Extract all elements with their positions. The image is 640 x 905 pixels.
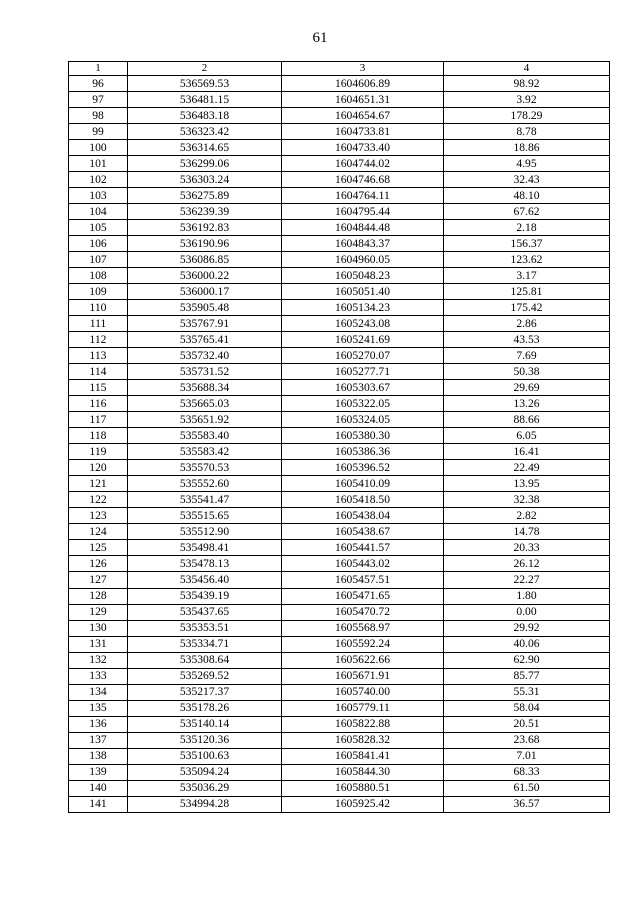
table-row (69, 764, 610, 780)
table-row (69, 444, 610, 460)
table-row (69, 332, 610, 348)
table-row (69, 700, 610, 716)
y-coordinate-cell: 1605324.05 (282, 412, 444, 428)
table-row (69, 316, 610, 332)
length-cell: 125.81 (444, 284, 610, 300)
length-cell: 32.43 (444, 172, 610, 188)
x-coordinate-cell: 536569.53 (128, 76, 282, 92)
y-coordinate-cell: 1604733.40 (282, 140, 444, 156)
length-cell: 62.90 (444, 652, 610, 668)
x-coordinate-cell: 535100.63 (128, 748, 282, 764)
table-row (69, 252, 610, 268)
header-col-1: 1 (69, 62, 128, 76)
x-coordinate-cell: 535651.92 (128, 412, 282, 428)
length-cell: 40.06 (444, 636, 610, 652)
length-cell: 68.33 (444, 764, 610, 780)
y-coordinate-cell: 1605322.05 (282, 396, 444, 412)
length-cell: 36.57 (444, 796, 610, 812)
y-coordinate-cell: 1605438.67 (282, 524, 444, 540)
point-number-cell: 138 (69, 748, 128, 764)
x-coordinate-cell: 535905.48 (128, 300, 282, 316)
length-cell: 98.92 (444, 76, 610, 92)
length-cell: 2.18 (444, 220, 610, 236)
y-coordinate-cell: 1605386.36 (282, 444, 444, 460)
table-row (69, 428, 610, 444)
length-cell: 22.27 (444, 572, 610, 588)
point-number-cell: 111 (69, 316, 128, 332)
length-cell: 1.80 (444, 588, 610, 604)
y-coordinate-cell: 1605051.40 (282, 284, 444, 300)
x-coordinate-cell: 535732.40 (128, 348, 282, 364)
point-number-cell: 137 (69, 732, 128, 748)
length-cell: 3.17 (444, 268, 610, 284)
point-number-cell: 97 (69, 92, 128, 108)
point-number-cell: 109 (69, 284, 128, 300)
table-header (69, 62, 610, 76)
y-coordinate-cell: 1604843.37 (282, 236, 444, 252)
table-row (69, 636, 610, 652)
y-coordinate-cell: 1605410.09 (282, 476, 444, 492)
y-coordinate-cell: 1605277.71 (282, 364, 444, 380)
x-coordinate-cell: 536314.65 (128, 140, 282, 156)
point-number-cell: 113 (69, 348, 128, 364)
length-cell: 7.69 (444, 348, 610, 364)
x-coordinate-cell: 536190.96 (128, 236, 282, 252)
y-coordinate-cell: 1605441.57 (282, 540, 444, 556)
y-coordinate-cell: 1605470.72 (282, 604, 444, 620)
y-coordinate-cell: 1605822.88 (282, 716, 444, 732)
y-coordinate-cell: 1605303.67 (282, 380, 444, 396)
header-row (69, 62, 610, 76)
table-row (69, 508, 610, 524)
length-cell: 8.78 (444, 124, 610, 140)
length-cell: 178.29 (444, 108, 610, 124)
length-cell: 29.92 (444, 620, 610, 636)
table-row (69, 412, 610, 428)
y-coordinate-cell: 1605779.11 (282, 700, 444, 716)
y-coordinate-cell: 1605048.23 (282, 268, 444, 284)
point-number-cell: 119 (69, 444, 128, 460)
x-coordinate-cell: 535094.24 (128, 764, 282, 780)
length-cell: 0.00 (444, 604, 610, 620)
table-row (69, 732, 610, 748)
y-coordinate-cell: 1604733.81 (282, 124, 444, 140)
x-coordinate-cell: 536303.24 (128, 172, 282, 188)
length-cell: 22.49 (444, 460, 610, 476)
table-row (69, 188, 610, 204)
table-row (69, 780, 610, 796)
point-number-cell: 100 (69, 140, 128, 156)
table-row (69, 204, 610, 220)
x-coordinate-cell: 535552.60 (128, 476, 282, 492)
point-number-cell: 128 (69, 588, 128, 604)
table-row (69, 572, 610, 588)
point-number-cell: 96 (69, 76, 128, 92)
table-row (69, 348, 610, 364)
point-number-cell: 98 (69, 108, 128, 124)
table-row (69, 460, 610, 476)
x-coordinate-cell: 535353.51 (128, 620, 282, 636)
x-coordinate-cell: 535665.03 (128, 396, 282, 412)
x-coordinate-cell: 536086.85 (128, 252, 282, 268)
x-coordinate-cell: 535688.34 (128, 380, 282, 396)
y-coordinate-cell: 1605740.00 (282, 684, 444, 700)
point-number-cell: 122 (69, 492, 128, 508)
point-number-cell: 101 (69, 156, 128, 172)
point-number-cell: 140 (69, 780, 128, 796)
point-number-cell: 115 (69, 380, 128, 396)
length-cell: 67.62 (444, 204, 610, 220)
point-number-cell: 104 (69, 204, 128, 220)
x-coordinate-cell: 536000.22 (128, 268, 282, 284)
y-coordinate-cell: 1604651.31 (282, 92, 444, 108)
point-number-cell: 133 (69, 668, 128, 684)
table-row (69, 156, 610, 172)
page-number: 61 (312, 30, 328, 46)
length-cell: 29.69 (444, 380, 610, 396)
x-coordinate-cell: 535583.42 (128, 444, 282, 460)
table-row (69, 540, 610, 556)
x-coordinate-cell: 535036.29 (128, 780, 282, 796)
y-coordinate-cell: 1605844.30 (282, 764, 444, 780)
x-coordinate-cell: 535570.53 (128, 460, 282, 476)
table-row (69, 236, 610, 252)
table-row (69, 220, 610, 236)
x-coordinate-cell: 535456.40 (128, 572, 282, 588)
y-coordinate-cell: 1604746.68 (282, 172, 444, 188)
y-coordinate-cell: 1604844.48 (282, 220, 444, 236)
y-coordinate-cell: 1605380.30 (282, 428, 444, 444)
table-row (69, 92, 610, 108)
x-coordinate-cell: 535140.14 (128, 716, 282, 732)
point-number-cell: 124 (69, 524, 128, 540)
table-row (69, 556, 610, 572)
x-coordinate-cell: 535541.47 (128, 492, 282, 508)
x-coordinate-cell: 536481.15 (128, 92, 282, 108)
x-coordinate-cell: 535439.19 (128, 588, 282, 604)
y-coordinate-cell: 1605828.32 (282, 732, 444, 748)
point-number-cell: 132 (69, 652, 128, 668)
point-number-cell: 123 (69, 508, 128, 524)
length-cell: 175.42 (444, 300, 610, 316)
table-row (69, 300, 610, 316)
table-row (69, 284, 610, 300)
table-row (69, 364, 610, 380)
point-number-cell: 141 (69, 796, 128, 812)
table-row (69, 716, 610, 732)
length-cell: 123.62 (444, 252, 610, 268)
table-row (69, 604, 610, 620)
point-number-cell: 105 (69, 220, 128, 236)
length-cell: 4.95 (444, 156, 610, 172)
point-number-cell: 121 (69, 476, 128, 492)
y-coordinate-cell: 1604606.89 (282, 76, 444, 92)
point-number-cell: 110 (69, 300, 128, 316)
point-number-cell: 130 (69, 620, 128, 636)
table-row (69, 492, 610, 508)
point-number-cell: 103 (69, 188, 128, 204)
y-coordinate-cell: 1604764.11 (282, 188, 444, 204)
x-coordinate-cell: 536275.89 (128, 188, 282, 204)
length-cell: 156.37 (444, 236, 610, 252)
y-coordinate-cell: 1605592.24 (282, 636, 444, 652)
y-coordinate-cell: 1605241.69 (282, 332, 444, 348)
table-body (69, 76, 610, 813)
x-coordinate-cell: 535512.90 (128, 524, 282, 540)
length-cell: 61.50 (444, 780, 610, 796)
y-coordinate-cell: 1605270.07 (282, 348, 444, 364)
point-number-cell: 117 (69, 412, 128, 428)
point-number-cell: 131 (69, 636, 128, 652)
length-cell: 48.10 (444, 188, 610, 204)
x-coordinate-cell: 535498.41 (128, 540, 282, 556)
x-coordinate-cell: 535515.65 (128, 508, 282, 524)
y-coordinate-cell: 1605243.08 (282, 316, 444, 332)
table-row (69, 796, 610, 812)
table-row (69, 76, 610, 92)
y-coordinate-cell: 1605396.52 (282, 460, 444, 476)
length-cell: 3.92 (444, 92, 610, 108)
x-coordinate-cell: 535437.65 (128, 604, 282, 620)
table-row (69, 396, 610, 412)
length-cell: 6.05 (444, 428, 610, 444)
length-cell: 23.68 (444, 732, 610, 748)
length-cell: 32.38 (444, 492, 610, 508)
x-coordinate-cell: 535120.36 (128, 732, 282, 748)
y-coordinate-cell: 1605880.51 (282, 780, 444, 796)
point-number-cell: 118 (69, 428, 128, 444)
point-number-cell: 99 (69, 124, 128, 140)
length-cell: 43.53 (444, 332, 610, 348)
point-number-cell: 139 (69, 764, 128, 780)
point-number-cell: 120 (69, 460, 128, 476)
y-coordinate-cell: 1605438.04 (282, 508, 444, 524)
point-number-cell: 108 (69, 268, 128, 284)
y-coordinate-cell: 1605457.51 (282, 572, 444, 588)
point-number-cell: 134 (69, 684, 128, 700)
x-coordinate-cell: 535308.64 (128, 652, 282, 668)
x-coordinate-cell: 535269.52 (128, 668, 282, 684)
y-coordinate-cell: 1605418.50 (282, 492, 444, 508)
point-number-cell: 114 (69, 364, 128, 380)
table-row (69, 140, 610, 156)
length-cell: 18.86 (444, 140, 610, 156)
point-number-cell: 136 (69, 716, 128, 732)
header-col-2: 2 (128, 62, 282, 76)
x-coordinate-cell: 536483.18 (128, 108, 282, 124)
length-cell: 7.01 (444, 748, 610, 764)
table-row (69, 588, 610, 604)
x-coordinate-cell: 535767.91 (128, 316, 282, 332)
length-cell: 14.78 (444, 524, 610, 540)
x-coordinate-cell: 536000.17 (128, 284, 282, 300)
length-cell: 55.31 (444, 684, 610, 700)
length-cell: 13.26 (444, 396, 610, 412)
length-cell: 20.33 (444, 540, 610, 556)
x-coordinate-cell: 536299.06 (128, 156, 282, 172)
point-number-cell: 125 (69, 540, 128, 556)
y-coordinate-cell: 1605568.97 (282, 620, 444, 636)
point-number-cell: 106 (69, 236, 128, 252)
length-cell: 50.38 (444, 364, 610, 380)
point-number-cell: 107 (69, 252, 128, 268)
length-cell: 88.66 (444, 412, 610, 428)
y-coordinate-cell: 1604795.44 (282, 204, 444, 220)
y-coordinate-cell: 1605841.41 (282, 748, 444, 764)
x-coordinate-cell: 536192.83 (128, 220, 282, 236)
table-row (69, 476, 610, 492)
length-cell: 20.51 (444, 716, 610, 732)
y-coordinate-cell: 1605471.65 (282, 588, 444, 604)
point-number-cell: 129 (69, 604, 128, 620)
point-number-cell: 126 (69, 556, 128, 572)
y-coordinate-cell: 1605443.02 (282, 556, 444, 572)
x-coordinate-cell: 535217.37 (128, 684, 282, 700)
y-coordinate-cell: 1604654.67 (282, 108, 444, 124)
x-coordinate-cell: 534994.28 (128, 796, 282, 812)
y-coordinate-cell: 1604960.05 (282, 252, 444, 268)
x-coordinate-cell: 536323.42 (128, 124, 282, 140)
y-coordinate-cell: 1605671.91 (282, 668, 444, 684)
length-cell: 85.77 (444, 668, 610, 684)
table-row (69, 524, 610, 540)
table-row (69, 668, 610, 684)
length-cell: 2.82 (444, 508, 610, 524)
x-coordinate-cell: 535731.52 (128, 364, 282, 380)
length-cell: 58.04 (444, 700, 610, 716)
table-row (69, 108, 610, 124)
table-row (69, 684, 610, 700)
length-cell: 2.86 (444, 316, 610, 332)
point-number-cell: 116 (69, 396, 128, 412)
y-coordinate-cell: 1605622.66 (282, 652, 444, 668)
point-number-cell: 135 (69, 700, 128, 716)
table-row (69, 620, 610, 636)
length-cell: 13.95 (444, 476, 610, 492)
length-cell: 26.12 (444, 556, 610, 572)
point-number-cell: 112 (69, 332, 128, 348)
x-coordinate-cell: 535478.13 (128, 556, 282, 572)
x-coordinate-cell: 535178.26 (128, 700, 282, 716)
point-number-cell: 102 (69, 172, 128, 188)
x-coordinate-cell: 535765.41 (128, 332, 282, 348)
header-col-3: 3 (282, 62, 444, 76)
y-coordinate-cell: 1604744.02 (282, 156, 444, 172)
x-coordinate-cell: 536239.39 (128, 204, 282, 220)
table-row (69, 380, 610, 396)
table-row (69, 124, 610, 140)
x-coordinate-cell: 535334.71 (128, 636, 282, 652)
x-coordinate-cell: 535583.40 (128, 428, 282, 444)
y-coordinate-cell: 1605134.23 (282, 300, 444, 316)
coordinates-table (68, 61, 610, 813)
point-number-cell: 127 (69, 572, 128, 588)
table-row (69, 748, 610, 764)
table-row (69, 268, 610, 284)
table-row (69, 652, 610, 668)
header-col-4: 4 (444, 62, 610, 76)
length-cell: 16.41 (444, 444, 610, 460)
y-coordinate-cell: 1605925.42 (282, 796, 444, 812)
table-row (69, 172, 610, 188)
